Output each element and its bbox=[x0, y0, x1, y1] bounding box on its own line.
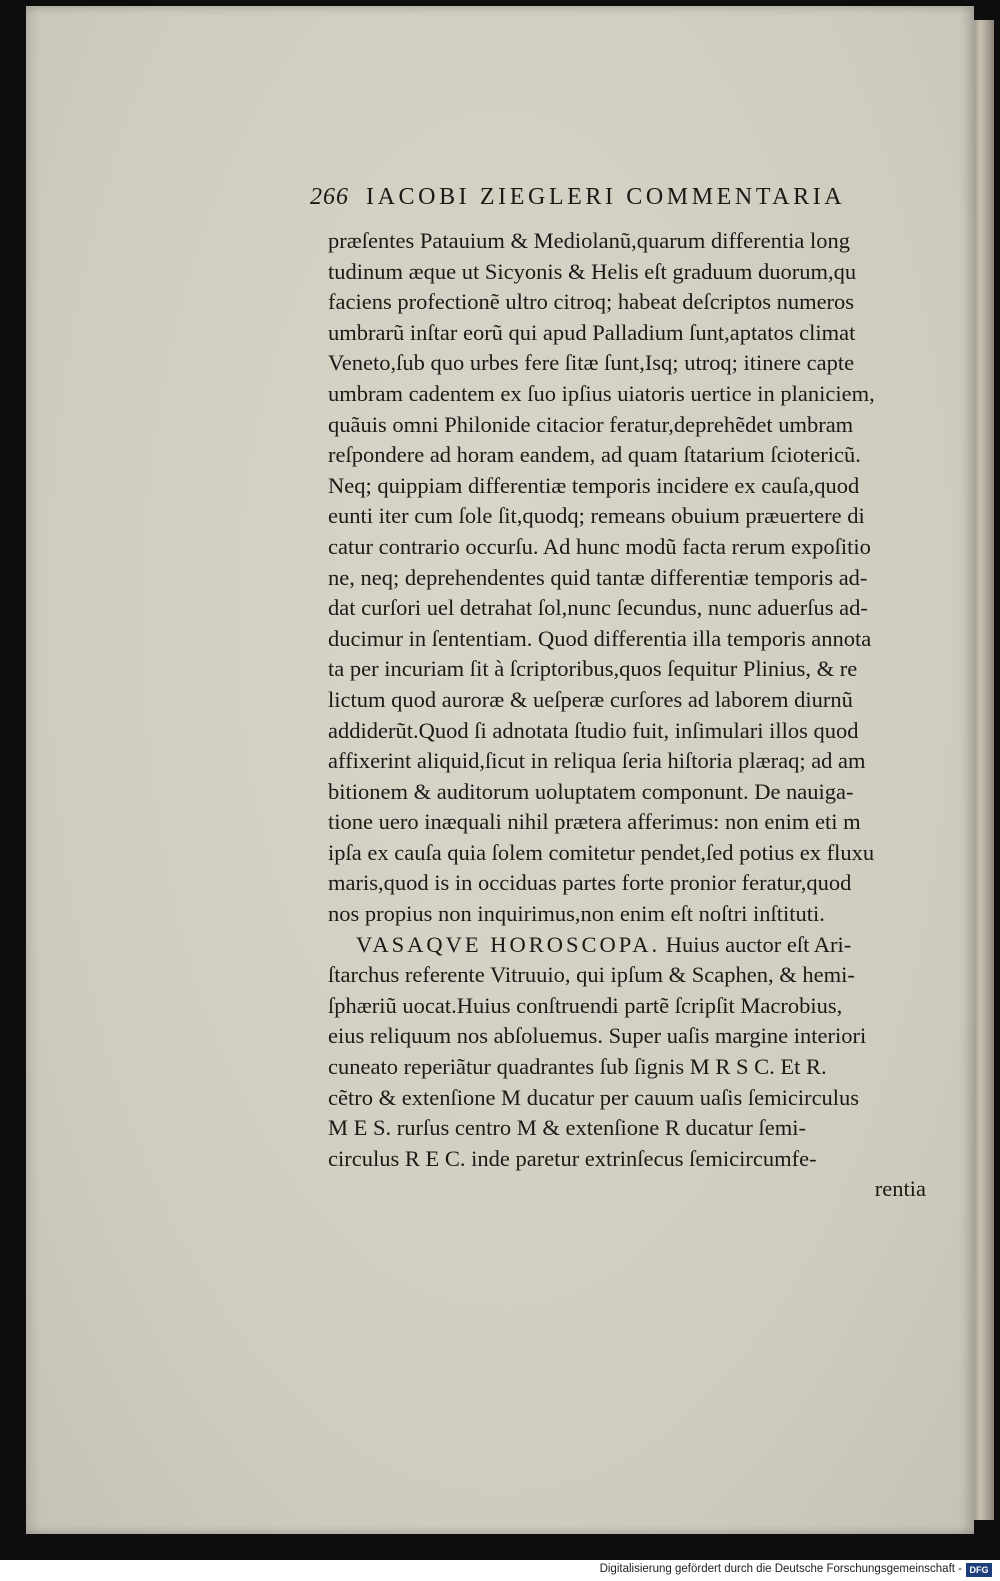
section-line: ſtarchus referente Vitruuio, qui ipſum & Scaphen, & hemi- bbox=[328, 962, 855, 988]
footer-bar bbox=[0, 1560, 1000, 1581]
text-line: quãuis omni Philonide citacior feratur,deprehẽdet umbram bbox=[328, 411, 854, 437]
folio-number: 266 bbox=[310, 184, 349, 210]
dfg-logo: DFG bbox=[966, 1563, 992, 1577]
section-line: ſphæriũ uocat.Huius conſtruendi partẽ ſcripſit Macrobius, bbox=[328, 992, 843, 1018]
section-line: circulus R E C. inde paretur extrinſecus ſemicircumfe- bbox=[328, 1145, 817, 1171]
section-line: eius reliquum nos abſoluemus. Super uaſis margine interiori bbox=[328, 1023, 867, 1049]
text-line: dat curſori uel detrahat ſol,nunc ſecundus, nunc aduerſus ad- bbox=[328, 595, 868, 621]
text-line: ta per incuriam ſit à ſcriptoribus,quos ſequitur Plinius, & re bbox=[328, 656, 858, 682]
text-line: bitionem & auditorum uoluptatem componunt. De nauiga- bbox=[328, 778, 854, 804]
running-header bbox=[310, 184, 910, 220]
section-line: cuneato reperiãtur quadrantes ſub ſignis M R S C. Et R. bbox=[328, 1054, 827, 1080]
text-line: tione uero inæquali nihil prætera afferimus: non enim eti m bbox=[328, 809, 861, 835]
body-text bbox=[328, 226, 940, 1205]
text-line: reſpondere ad horam eandem, ad quam ſtatarium ſciotericũ. bbox=[328, 442, 861, 468]
text-line: Neq; quippiam differentiæ temporis incidere ex cauſa,quod bbox=[328, 472, 860, 498]
text-line: eunti iter cum ſole ſit,quodq; remeans obuium præuertere di bbox=[328, 503, 865, 529]
funding-credit: Digitalisierung gefördert durch die Deutsche Forschungsgemeinschaft - bbox=[599, 1563, 962, 1575]
text-line: ne, neq; deprehendentes quid tantæ differentiæ temporis ad- bbox=[328, 564, 868, 590]
text-line: umbram cadentem ex ſuo ipſius uiatoris uertice in planiciem, bbox=[328, 380, 875, 406]
catchword: rentia bbox=[874, 1176, 926, 1202]
text-line: umbrarũ inſtar eorũ qui apud Palladium ſunt,aptatos climat bbox=[328, 319, 856, 345]
text-line: tudinum æque ut Sicyonis & Helis eſt graduum duorum,qu bbox=[328, 258, 857, 284]
text-line: addiderũt.Quod ſi adnotata ſtudio fuit, inſimulari illos quod bbox=[328, 717, 859, 743]
text-line: ducimur in ſententiam. Quod differentia illa temporis annota bbox=[328, 625, 872, 651]
section-heading: VASAQVE HOROSCOPA. bbox=[356, 931, 661, 957]
text-line: lictum quod auroræ & ueſperæ curſores ad laborem diurnũ bbox=[328, 686, 853, 712]
section-first-line bbox=[328, 930, 940, 961]
section-line: M E S. rurſus centro M & extenſione R ducatur ſemi- bbox=[328, 1115, 807, 1141]
text-line: nos propius non inquirimus,non enim eſt noſtri inſtituti. bbox=[328, 901, 825, 927]
text-line: affixerint aliquid,ſicut in reliqua ſeria hiſtoria plæraq; ad am bbox=[328, 748, 866, 774]
text-line: maris,quod is in occiduas partes forte pronior feratur,quod bbox=[328, 870, 852, 896]
text-line: præſentes Patauium & Mediolanũ,quarum differentia long bbox=[328, 228, 850, 253]
section-line: cẽtro & extenſione M ducatur per cauum uaſis ſemicirculus bbox=[328, 1084, 860, 1110]
text-line: faciens profectionẽ ultro citroq; habeat deſcriptos numeros bbox=[328, 289, 855, 315]
running-title: IACOBI ZIEGLERI COMMENTARIA bbox=[366, 184, 846, 210]
text-line: catur contrario occurſu. Ad hunc modũ facta rerum expoſitio bbox=[328, 533, 871, 559]
text-line: ipſa ex cauſa quia ſolem comitetur pendet,ſed potius ex fluxu bbox=[328, 839, 875, 865]
page-edge bbox=[972, 20, 994, 1520]
text-line: Veneto,ſub quo urbes fere ſitæ ſunt,Isq; utroq; itinere capte bbox=[328, 350, 855, 376]
section-first-line-text: Huius auctor eſt Ari- bbox=[665, 931, 852, 957]
